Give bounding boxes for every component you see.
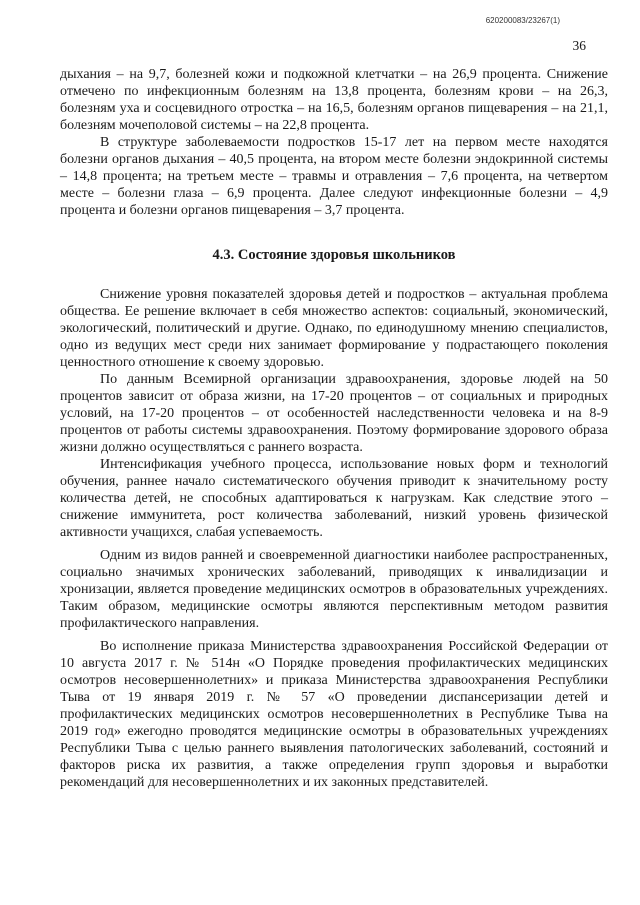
paragraph-learning-intensification: Интенсификация учебного процесса, использование новых форм и технологий обучения, раннее начало систематического обучения приводит к значительному росту количества детей, не способных адаптироваться к нагрузкам. Как следствие этого – снижение иммунитета, рост количества заболеваний, низкий уровень физической активности учащихся, слабая успеваемость.: [60, 457, 608, 540]
paragraph-orders: Во исполнение приказа Министерства здравоохранения Российской Федерации от 10 августа 2017 г. № 514н «О Порядке проведения профилактических медицинских осмотров несовершеннолетних» и приказа Министерства здравоохранения Республики Тыва от 19 января 2019 г. № 57 «О проведении диспансеризации детей и профилактических медицинских осмотров несовершеннолетних в Республике Тыва на 2019 год» ежегодно проводятся медицинские осмотры в образовательных учреждениях Республики Тыва с целью раннего выявления патологических заболеваний, состояний и факторов риска их развития, а также определения групп здоровья и выработки рекомендаций для несовершеннолетних и их законных представителей.: [60, 639, 608, 790]
paragraph-teen-morbidity: В структуре заболеваемости подростков 15-17 лет на первом месте находятся болезни органов дыхания – 40,5 процента, на втором месте болезни эндокринной системы – 14,8 процента; на третьем месте – травмы и отравления – 7,6 процента, на четвертом месте – болезни глаза – 6,9 процента. Далее следуют инфекционные болезни – 4,9 процента и болезни органов пищеварения – 3,7 процента.: [60, 135, 608, 218]
document-code: 620200083/23267(1): [485, 16, 560, 25]
section-heading: 4.3. Состояние здоровья школьников: [212, 247, 456, 263]
document-body: [60, 66, 608, 791]
paragraph-who-data: По данным Всемирной организации здравоохранения, здоровье людей на 50 процентов зависит от образа жизни, на 17-20 процентов – от социальных и природных условий, на 17-20 процентов – от особенностей наследственности человека и на 8-9 процентов от работы системы здравоохранения. Поэтому формирование здорового образа жизни должно осуществляться с раннего возраста.: [60, 372, 608, 455]
paragraph-continuation: дыхания – на 9,7, болезней кожи и подкожной клетчатки – на 26,9 процента. Снижение отмечено по инфекционным болезням на 13,8 процента, болезням крови – на 26,3, болезням уха и сосцевидного отростка – на 16,5, болезням органов пищеварения – на 21,1, болезням мочеполовой системы – на 22,8 процента.: [60, 67, 608, 133]
paragraph-health-decline: Снижение уровня показателей здоровья детей и подростков – актуальная проблема общества. Ее решение включает в себя множество аспектов: социальный, экономический, экологический, политический и другие. Однако, по единодушному мнению специалистов, одно из ведущих мест среди них занимает формирование у подрастающего поколения ценностного отношение к своему здоровью.: [60, 287, 608, 370]
page-number: 36: [572, 38, 586, 53]
paragraph-diagnostics: Одним из видов ранней и своевременной диагностики наиболее распространенных, социально значимых хронических заболеваний, приводящих к инвалидизации и хронизации, является проведение медицинских осмотров в образовательных учреждениях. Таким образом, медицинские осмотры являются перспективным методом развития профилактического направления.: [60, 548, 608, 631]
